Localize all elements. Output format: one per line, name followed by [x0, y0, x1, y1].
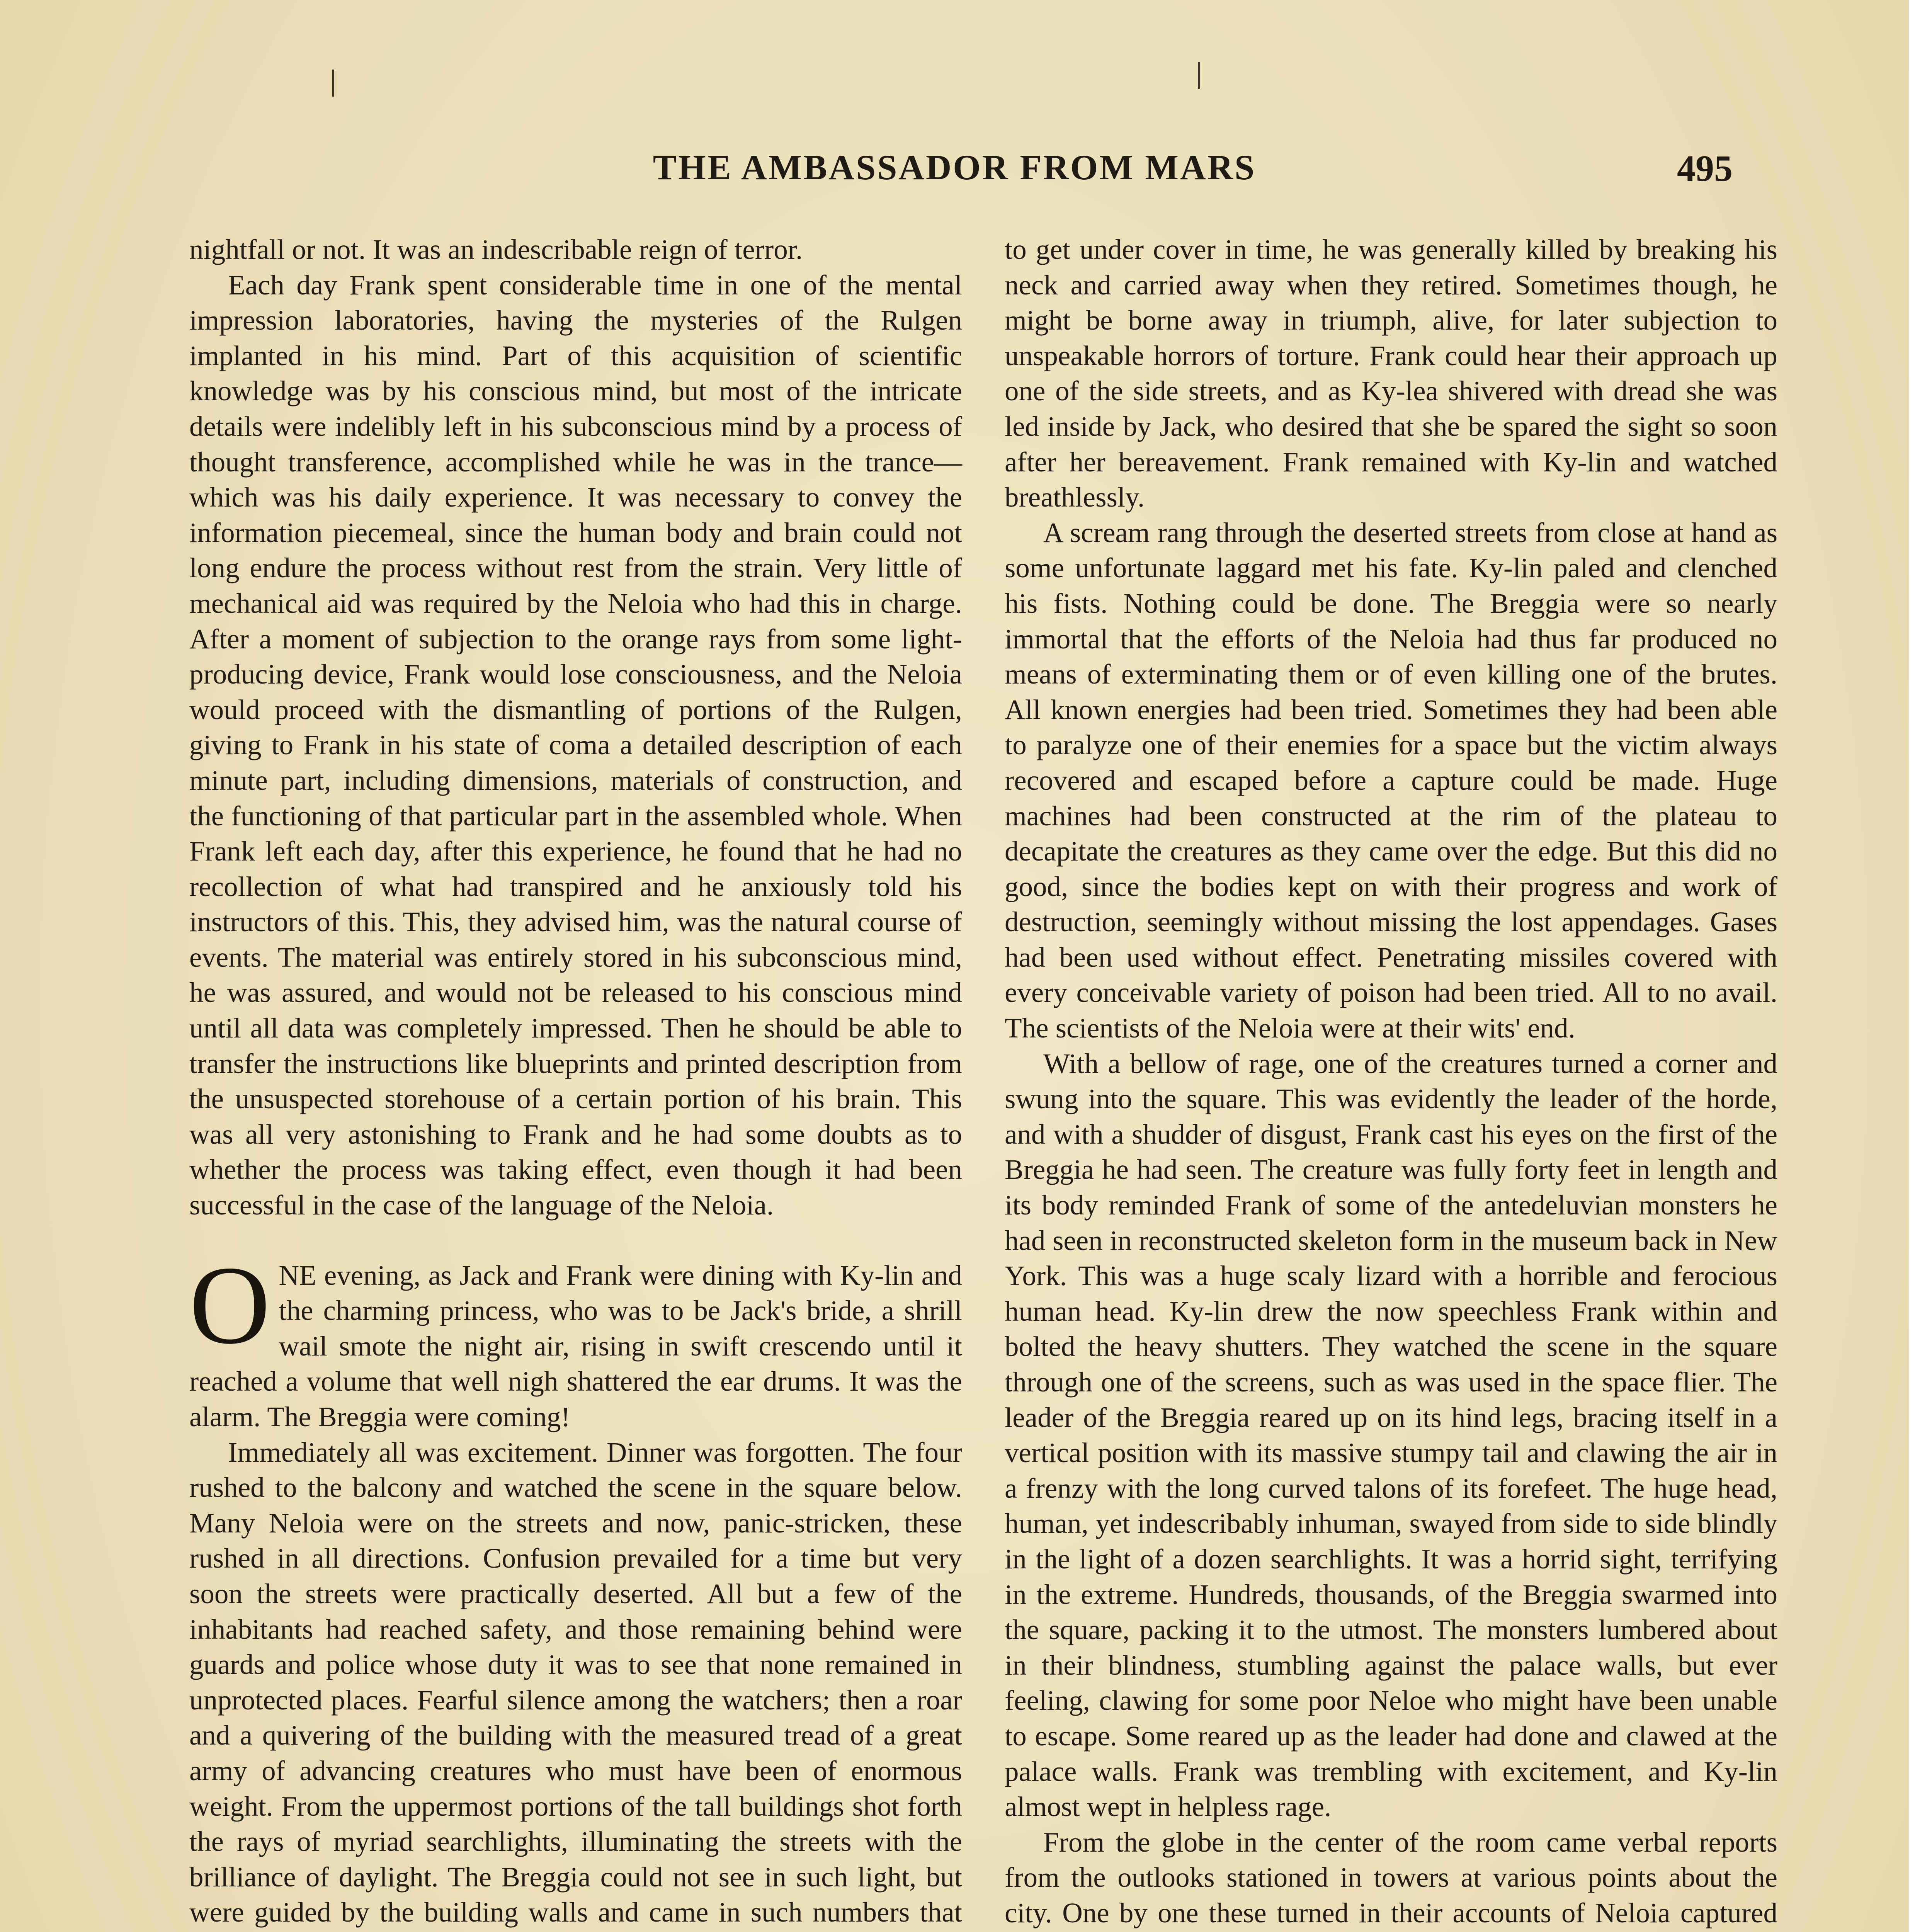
binding-mark: [332, 70, 334, 97]
drop-cap: O: [189, 1243, 270, 1367]
binding-mark: [1198, 62, 1200, 89]
paragraph: Each day Frank spent considerable time in one of the mental impression laboratories, having the mysteries of the Rulgen implanted in his mind. Part of this acquisition of scientific knowledge was by his conscious mind, but most of the intricate details were indelibly left in his subconscious mind by a process of thought transference, accomplished while he was in the trance—which was his daily experience. It was necessary to convey the information piecemeal, since the human body and brain could not long endure the process without rest from the strain. Very little of mechanical aid was required by the Neloia who had this in charge. After a moment of subjection to the orange rays from some light-producing device, Frank would lose consciousness, and the Neloia would proceed with the dismantling of portions of the Rulgen, giving to Frank in his state of coma a detailed description of each minute part, including dimensions, materials of construction, and the functioning of that particular part in the assembled whole. When Frank left each day, after this experience, he found that he had no recollection of what had transpired and he anxiously told his instructors of this. This, they advised him, was the natural course of events. The material was entirely stored in his subconscious mind, he was assured, and would not be released to his conscious mind until all data was completely impressed. Then he should be able to transfer the instructions like blueprints and printed description from the unsuspected storehouse of a certain portion of his brain. This was all very astonishing to Frank and he had some doubts as to whether the process was taking effect, even though it had been successful in the case of the language of the Neloia.: [189, 269, 962, 1221]
page-header: [0, 147, 1909, 197]
section-opening-paragraph: [189, 1243, 962, 1435]
scan-margin: [1909, 0, 1932, 1932]
paragraph-text: NE evening, as Jack and Frank were dining with Ky-lin and the charming princess, who was to be Jack's bride, a shrill wail smote the night air, rising in swift crescendo until it reached a volume that well nigh shattered the ear drums. It was the alarm. The Breggia were coming!: [189, 1259, 962, 1432]
left-column: [189, 232, 962, 1932]
paragraph: to get under cover in time, he was generally killed by breaking his neck and carried away when they retired. Sometimes though, he might be borne away in triumph, alive, for later subjection to unspeakable horrors of torture. Frank could hear their approach up one of the side streets, and as Ky-lea shivered with dread she was led inside by Jack, who desired that she be spared the sight so soon after her bereavement. Frank remained with Ky-lin and watched breathlessly.: [1005, 234, 1777, 513]
right-column: [1005, 232, 1777, 1932]
paragraph: From the globe in the center of the room came verbal reports from the outlooks stationed in towers at various points about the city. One by one these turned in their accounts of Neloia captured: [1005, 1826, 1777, 1929]
page-number: 495: [1677, 148, 1733, 189]
paragraph: A scream rang through the deserted streets from close at hand as some unfortunate laggard met his fate. Ky-lin paled and clenched his fists. Nothing could be done. The Breggia were so nearly immortal that the efforts of the Neloia had thus far produced no means of exterminating them or of even killing one of the brutes. All known energies had been tried. Sometimes they had been able to paralyze one of their enemies for a space but the victim always recovered and escaped before a capture could be made. Huge machines had been constructed at the rim of the plateau to decapitate the creatures as they came over the edge. But this did no good, since the bodies kept on with their progress and work of destruction, seemingly without missing the lost appendages. Gases had been used without effect. Penetrating missiles covered with every conceivable variety of poison had been tried. All to no avail. The scientists of the Neloia were at their wits' end.: [1005, 517, 1777, 1044]
paragraph: With a bellow of rage, one of the creatures turned a corner and swung into the square. This was evidently the leader of the horde, and with a shudder of disgust, Frank cast his eyes on the first of the Breggia he had seen. The creature was fully forty feet in length and its body reminded Frank of some of the antedeluvian monsters he had seen in reconstructed skeleton form in the museum back in New York. This was a huge scaly lizard with a horrible and ferocious human head. Ky-lin drew the now speechless Frank within and bolted the heavy shutters. They watched the scene in the square through one of the screens, such as was used in the space flier. The leader of the Breggia reared up on its hind legs, bracing itself in a vertical position with its massive stumpy tail and clawing the air in a frenzy with the long curved talons of its forefeet. The huge head, human, yet indescribably inhuman, swayed from side to side blindly in the light of a dozen searchlights. It was a horrid sight, terrifying in the extreme. Hundreds, thousands, of the Breggia swarmed into the square, packing it to the utmost. The monsters lumbered about in their blindness, stumbling against the palace walls, but ever feeling, clawing for some poor Neloe who might have been unable to escape. Some reared up as the leader had done and clawed at the palace walls. Frank was trembling with excitement, and Ky-lin almost wept in helpless rage.: [1005, 1048, 1777, 1823]
running-title: THE AMBASSADOR FROM MARS: [653, 148, 1256, 187]
paragraph: nightfall or not. It was an indescribable reign of terror.: [189, 234, 803, 265]
paragraph: Immediately all was excitement. Dinner was forgotten. The four rushed to the balcony and watched the scene in the square below. Many Neloia were on the streets and now, panic-stricken, these rushed in all directions. Confusion prevailed for a time but very soon the streets were practically deserted. All but a few of the inhabitants had reached safety, and those remaining behind were guards and police whose duty it was to see that none remained in unprotected places. Fearful silence among the watchers; then a roar and a quivering of the building with the measured tread of a great army of advancing creatures who must have been of enormous weight. From the uppermost portions of the tall buildings shot forth the rays of myriad searchlights, illuminating the streets with the brilliance of daylight. The Breggia could not see in such light, but were guided by the building walls and came in such numbers that: [189, 1436, 962, 1928]
